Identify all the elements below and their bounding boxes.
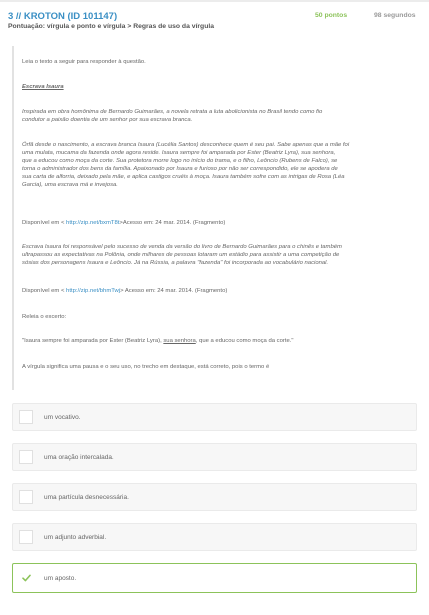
option-a-checkbox[interactable] — [19, 410, 33, 424]
paragraph-2-line-2: uma mulata, mucama da fazenda onde agora reside. Isaura sempre foi amparada por Ester (Beatriz Lyra), sua senhora, — [22, 150, 336, 156]
question-prompt: A vírgula significa uma pausa e o seu uso, no trecho em destaque, está correto, pois o termo é — [22, 364, 270, 370]
question-title: 3 // KROTON (ID 101147) — [8, 11, 118, 22]
source-2 — [22, 288, 227, 296]
source-2-suffix: > Acesso em: 24 mar. 2014. (Fragmento) — [120, 288, 228, 294]
option-b-label: uma oração intercalada. — [44, 454, 114, 461]
source-1-prefix: Disponível em < — [22, 220, 67, 226]
question-body — [12, 46, 416, 390]
paragraph-2-line-1: Órfã desde o nascimento, a escrava branca Isaura (Lucélia Santos) desconhece quem é seu pai. Sabe apenas que a mãe foi — [22, 142, 350, 148]
source-1-suffix: >Acesso em: 24 mar. 2014. (Fragmento) — [119, 220, 226, 226]
excerpt-end: , que a educou como moça da corte." — [195, 338, 294, 344]
paragraph-3-line-1: Escrava Isaura foi responsável pelo sucesso de venda da versão do livro de Bernardo Guimarães para o chinês e também — [22, 244, 342, 250]
option-e[interactable] — [12, 563, 417, 593]
option-a[interactable] — [12, 403, 417, 431]
text-title: Escrava Isaura — [22, 84, 64, 90]
check-icon — [22, 574, 31, 582]
reread-text: Releia o excerto: — [22, 314, 67, 320]
paragraph-2-line-4: torna o administrador dos bens da família. Apaixonado por Isaura e furioso por não ser correspondido, ele se apodera de — [22, 166, 338, 172]
option-d-label: um adjunto adverbial. — [44, 534, 107, 541]
topic-breadcrumb: Pontuação: vírgula e ponto e vírgula > Regras de uso da vírgula — [8, 23, 215, 30]
option-e-checkbox[interactable] — [19, 571, 33, 585]
paragraph-3-line-3: sósias dos personagens Isaura e Leôncio. Já na Rússia, a palavra "fazenda" foi incorporada ao vocabulário nacional. — [22, 260, 329, 266]
paragraph-3-line-2: ultrapassou as expectativas na Polônia, onde milhares de pessoas lotaram um estádio para assistir a uma competição de — [22, 252, 340, 258]
paragraph-1-line-1: Inspirada em obra homônima de Bernardo Guimarães, a novela retrata a luta abolicionista no Brasil tendo como fio — [22, 109, 323, 115]
intro-text: Leia o texto a seguir para responder à questão. — [22, 59, 146, 65]
option-c[interactable] — [12, 483, 417, 511]
paragraph-2-line-6: Garcia), uma escrava má e invejosa. — [22, 182, 118, 188]
paragraph-1-line-2: condutor a paixão doentia de um senhor por sua escrava branca. — [22, 117, 193, 123]
source-2-prefix: Disponível em < — [22, 288, 67, 294]
paragraph-2-line-5: sua carta de alforria, deixado pela mãe, e aplica castigos cruéis à moça. Isaura também sofre com as intrigas de Rosa (Léa — [22, 174, 345, 180]
source-1 — [22, 220, 225, 228]
excerpt — [22, 338, 293, 346]
option-a-label: um vocativo. — [44, 414, 81, 421]
option-c-checkbox[interactable] — [19, 490, 33, 504]
option-d-checkbox[interactable] — [19, 530, 33, 544]
source-1-link[interactable]: http://zip.net/bxmT8t — [66, 220, 120, 226]
excerpt-highlight: sua senhora — [163, 338, 196, 344]
option-b[interactable] — [12, 443, 417, 471]
source-2-link[interactable]: http://zip.net/bhmTwj — [66, 288, 121, 294]
option-c-label: uma partícula desnecessária. — [44, 494, 129, 501]
paragraph-2-line-3: que a educou como moça da corte. Sua protetora morre logo no início do trama, e o filho, Leôncio (Rubens de Falco), se — [22, 158, 338, 164]
option-d[interactable] — [12, 523, 417, 551]
option-b-checkbox[interactable] — [19, 450, 33, 464]
time-badge: 98 segundos — [374, 12, 416, 19]
points-badge: 50 pontos — [315, 12, 348, 19]
option-e-label: um aposto. — [44, 575, 77, 582]
excerpt-start: "Isaura sempre foi amparada por Ester (Beatriz Lyra), — [22, 338, 164, 344]
